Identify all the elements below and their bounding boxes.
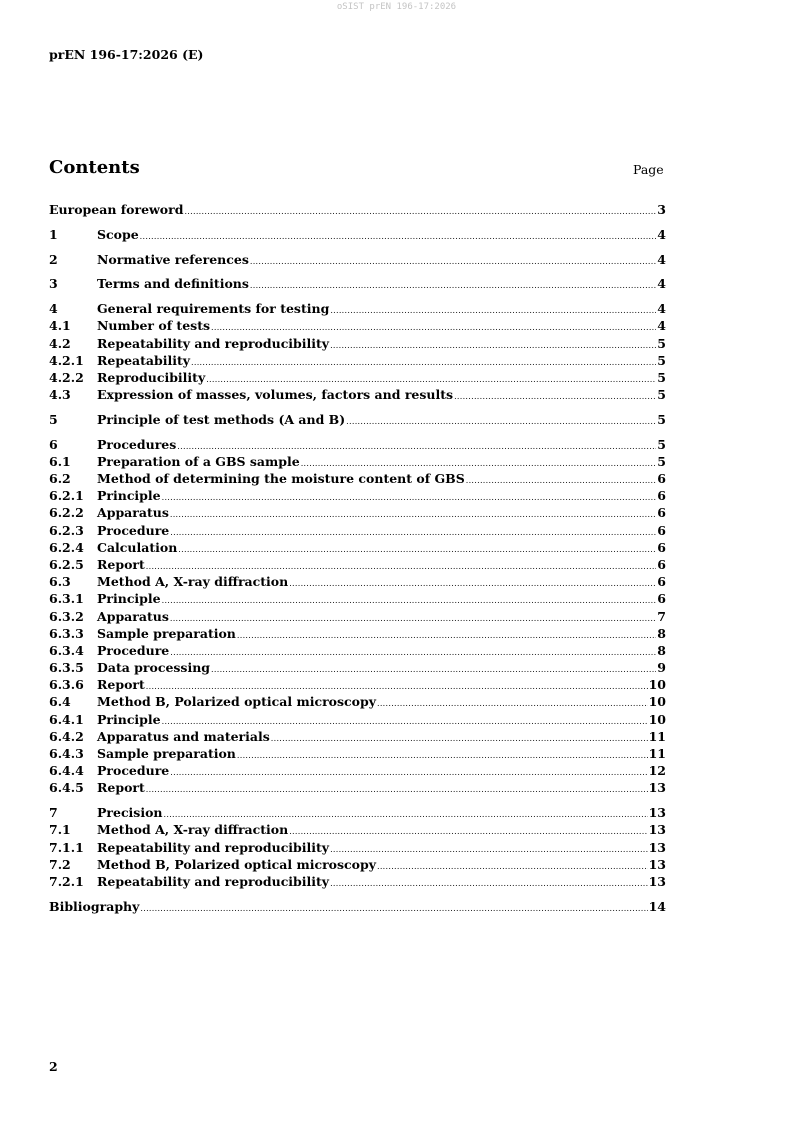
toc-dot-leader (184, 203, 656, 220)
document-id-header: prEN 196-17:2026 (E) (49, 47, 204, 62)
toc-entry-page: 11 (648, 728, 666, 744)
toc-entry-title[interactable]: Sample preparation (97, 625, 236, 641)
toc-entry-title[interactable]: Principle (97, 591, 161, 607)
toc-entry-page: 11 (648, 746, 666, 761)
toc-entry-page: 4 (657, 318, 666, 334)
toc-entry[interactable] (49, 275, 666, 292)
toc-entry-number: 6.2.2 (49, 505, 84, 521)
toc-entry-page: 5 (657, 369, 666, 385)
toc-entry-number: 6.3.3 (49, 625, 84, 641)
toc-entry-page: 6 (657, 505, 666, 521)
toc-entry[interactable] (49, 352, 666, 369)
toc-entry-title[interactable]: Principle of test methods (A and B) (97, 411, 346, 427)
toc-entry[interactable] (49, 386, 666, 403)
toc-entry[interactable] (49, 856, 666, 873)
toc-entry-title[interactable]: Data processing (97, 660, 211, 676)
page-number: 2 (49, 1059, 58, 1074)
toc-entry-title[interactable]: Repeatability and reproducibility (97, 873, 330, 889)
toc-entry[interactable] (49, 608, 666, 625)
toc-entry-page: 4 (657, 251, 666, 267)
toc-dot-leader (454, 388, 656, 405)
toc-entry-number: 4 (49, 301, 58, 317)
toc-dot-leader (211, 661, 656, 678)
page-column-label: Page (633, 162, 664, 177)
toc-entry[interactable] (49, 711, 666, 728)
toc-dot-leader (250, 253, 656, 270)
toc-dot-leader (346, 413, 656, 430)
toc-entry-title[interactable]: Method of determining the moisture content of GBS (97, 471, 465, 486)
toc-entry-title[interactable]: Calculation (97, 539, 178, 555)
toc-entry-number: 2 (49, 251, 58, 267)
toc-entry[interactable] (49, 873, 666, 890)
toc-entry-page: 4 (657, 301, 666, 317)
contents-heading: Contents (49, 157, 140, 178)
toc-entry-number: 7.1 (49, 822, 71, 838)
toc-entry-page: 5 (657, 352, 666, 368)
toc-entry-title[interactable]: Principle (97, 488, 161, 504)
toc-entry[interactable] (49, 676, 666, 693)
toc-entry[interactable] (49, 251, 666, 268)
toc-dot-leader (170, 644, 656, 661)
toc-dot-leader (170, 764, 647, 781)
toc-entry-title[interactable]: Preparation of a GBS sample (97, 453, 300, 469)
toc-entry-number: 5 (49, 411, 58, 427)
toc-entry-page: 13 (648, 873, 666, 889)
toc-entry-number: 7 (49, 805, 58, 821)
toc-dot-leader (289, 823, 647, 840)
toc-entry-title[interactable]: Repeatability and reproducibility (97, 839, 330, 855)
toc-entry-number: 7.1.1 (49, 839, 84, 855)
toc-entry-number: 6.3.5 (49, 660, 84, 676)
toc-entry-title[interactable]: General requirements for testing (97, 301, 330, 317)
toc-entry-title[interactable]: Bibliography (49, 898, 140, 914)
toc-entry-page: 10 (648, 677, 666, 693)
toc-entry[interactable] (49, 762, 666, 779)
toc-entry[interactable] (49, 504, 666, 521)
toc-entry-title[interactable]: Method B, Polarized optical microscopy (97, 856, 376, 872)
toc-entry-title[interactable]: Sample preparation (97, 746, 236, 761)
toc-dot-leader (377, 858, 648, 875)
toc-entry-title[interactable]: Reproducibility (97, 369, 206, 385)
toc-entry[interactable] (49, 728, 666, 745)
toc-entry[interactable] (49, 821, 666, 838)
toc-entry-title[interactable]: Terms and definitions (97, 276, 249, 292)
toc-entry-title[interactable]: Number of tests (97, 318, 211, 334)
toc-entry[interactable] (49, 436, 666, 453)
toc-entry-number: 4.1 (49, 318, 71, 334)
toc-dot-leader (170, 506, 656, 523)
toc-entry-page: 13 (648, 822, 666, 838)
toc-entry-page: 6 (657, 488, 666, 504)
toc-entry[interactable] (49, 226, 666, 243)
toc-entry-title[interactable]: Expression of masses, volumes, factors and results (97, 387, 454, 403)
toc-entry-title[interactable]: Method A, X-ray diffraction (97, 574, 289, 590)
toc-entry[interactable] (49, 470, 666, 487)
toc-dot-leader (191, 354, 656, 371)
toc-entry-number: 4.2 (49, 335, 71, 351)
toc-entry-number: 4.2.1 (49, 352, 84, 368)
toc-dot-leader (250, 277, 656, 294)
toc-entry-title[interactable]: Scope (97, 226, 139, 242)
toc-entry-title[interactable]: Apparatus (97, 608, 169, 624)
toc-entry-page: 6 (657, 591, 666, 607)
toc-entry-page: 6 (657, 574, 666, 590)
toc-entry-number: 6.3 (49, 574, 71, 590)
toc-entry[interactable] (49, 556, 666, 573)
toc-entry-title[interactable]: Principle (97, 711, 161, 727)
toc-entry[interactable] (49, 522, 666, 539)
toc-dot-leader (330, 302, 656, 319)
toc-entry-page: 6 (657, 539, 666, 555)
toc-dot-leader (289, 575, 656, 592)
toc-entry[interactable] (49, 642, 666, 659)
toc-dot-leader (140, 900, 647, 917)
toc-entry[interactable] (49, 590, 666, 607)
toc-entry-number: 4.2.2 (49, 369, 84, 385)
toc-entry-title[interactable]: Procedure (97, 763, 170, 779)
toc-entry-number: 3 (49, 276, 58, 292)
toc-entry-title[interactable]: Procedure (97, 642, 170, 658)
toc-entry-title[interactable]: Apparatus (97, 505, 169, 521)
toc-entry-number: 6.4.1 (49, 711, 84, 727)
toc-entry-page: 10 (648, 711, 666, 727)
toc-entry-page: 6 (657, 471, 666, 486)
toc-entry-title[interactable]: Method B, Polarized optical microscopy (97, 694, 376, 710)
toc-dot-leader (140, 228, 657, 245)
toc-entry-number: 6 (49, 436, 58, 452)
toc-dot-leader (330, 875, 648, 892)
toc-entry-number: 6.2.5 (49, 556, 84, 572)
toc-entry-page: 6 (657, 522, 666, 538)
toc-entry-page: 7 (657, 608, 666, 624)
toc-entry-number: 6.3.6 (49, 677, 84, 693)
toc-entry-page: 13 (648, 780, 666, 796)
toc-entry-number: 6.3.2 (49, 608, 84, 624)
toc-entry-title[interactable]: Normative references (97, 251, 249, 267)
toc-entry-number: 6.1 (49, 453, 71, 469)
toc-entry-page: 5 (657, 411, 666, 427)
toc-dot-leader (377, 695, 648, 712)
toc-entry-number: 1 (49, 226, 58, 242)
toc-entry[interactable] (49, 625, 666, 642)
table-of-contents (49, 201, 666, 915)
toc-entry[interactable] (49, 539, 666, 556)
toc-entry-page: 13 (648, 805, 666, 821)
toc-entry[interactable] (49, 804, 666, 821)
toc-entry[interactable] (49, 693, 666, 710)
toc-entry-page: 4 (657, 226, 666, 242)
toc-dot-leader (146, 781, 648, 798)
toc-entry-page: 8 (657, 642, 666, 658)
toc-entry[interactable] (49, 898, 666, 915)
toc-entry-page: 6 (657, 556, 666, 572)
toc-dot-leader (237, 627, 656, 644)
toc-entry-page: 9 (657, 660, 666, 676)
toc-entry-number: 6.4.3 (49, 746, 84, 761)
toc-dot-leader (178, 541, 656, 558)
toc-entry[interactable] (49, 839, 666, 856)
toc-entry[interactable] (49, 411, 666, 428)
toc-dot-leader (330, 337, 656, 354)
toc-entry-title[interactable]: Procedure (97, 522, 170, 538)
toc-entry-number: 6.2.1 (49, 488, 84, 504)
toc-entry-number: 6.4.4 (49, 763, 84, 779)
toc-entry-title[interactable]: Procedures (97, 436, 177, 452)
toc-entry[interactable] (49, 369, 666, 386)
toc-entry-title[interactable]: European foreword (49, 202, 184, 217)
toc-entry-title[interactable]: Apparatus and materials (97, 728, 270, 744)
toc-entry-number: 6.4.2 (49, 728, 84, 744)
toc-entry-title[interactable]: Repeatability (97, 352, 191, 368)
toc-entry[interactable] (49, 745, 666, 762)
toc-entry-page: 5 (657, 387, 666, 403)
toc-dot-leader (466, 472, 657, 489)
toc-entry-number: 6.2 (49, 471, 71, 486)
toc-entry-title[interactable]: Report (97, 677, 145, 693)
toc-entry[interactable] (49, 300, 666, 317)
toc-entry-number: 6.2.4 (49, 539, 84, 555)
toc-entry-number: 6.3.1 (49, 591, 84, 607)
toc-entry[interactable] (49, 573, 666, 590)
toc-entry-page: 13 (648, 839, 666, 855)
toc-entry-page: 13 (648, 856, 666, 872)
toc-entry-title[interactable]: Repeatability and reproducibility (97, 335, 330, 351)
toc-dot-leader (170, 524, 656, 541)
toc-entry-page: 8 (657, 625, 666, 641)
toc-entry-title[interactable]: Method A, X-ray diffraction (97, 822, 289, 838)
toc-entry[interactable] (49, 453, 666, 470)
toc-entry[interactable] (49, 487, 666, 504)
toc-entry-page: 10 (648, 694, 666, 710)
toc-entry-number: 6.4.5 (49, 780, 84, 796)
toc-entry-title[interactable]: Report (97, 780, 145, 796)
toc-dot-leader (162, 489, 657, 506)
toc-dot-leader (237, 747, 648, 764)
toc-entry[interactable] (49, 659, 666, 676)
toc-entry[interactable] (49, 779, 666, 796)
toc-entry-number: 7.2.1 (49, 873, 84, 889)
toc-entry-page: 5 (657, 453, 666, 469)
toc-entry-page: 5 (657, 436, 666, 452)
watermark-text: oSIST prEN 196-17:2026 (336, 2, 457, 12)
toc-dot-leader (330, 841, 648, 858)
toc-entry[interactable] (49, 317, 666, 334)
toc-entry[interactable] (49, 335, 666, 352)
toc-entry-number: 6.3.4 (49, 642, 84, 658)
toc-dot-leader (271, 730, 648, 747)
toc-entry-page: 5 (657, 335, 666, 351)
toc-dot-leader (162, 592, 657, 609)
toc-entry-number: 7.2 (49, 856, 71, 872)
toc-entry-page: 14 (648, 898, 666, 914)
toc-dot-leader (170, 610, 656, 627)
toc-entry-page: 4 (657, 276, 666, 292)
toc-entry-page: 3 (657, 202, 666, 217)
toc-entry[interactable] (49, 201, 666, 218)
toc-entry-page: 12 (648, 763, 666, 779)
toc-entry-title[interactable]: Precision (97, 805, 163, 821)
toc-entry-title[interactable]: Report (97, 556, 145, 572)
toc-entry-number: 4.3 (49, 387, 71, 403)
toc-entry-number: 6.2.3 (49, 522, 84, 538)
toc-entry-number: 6.4 (49, 694, 71, 710)
